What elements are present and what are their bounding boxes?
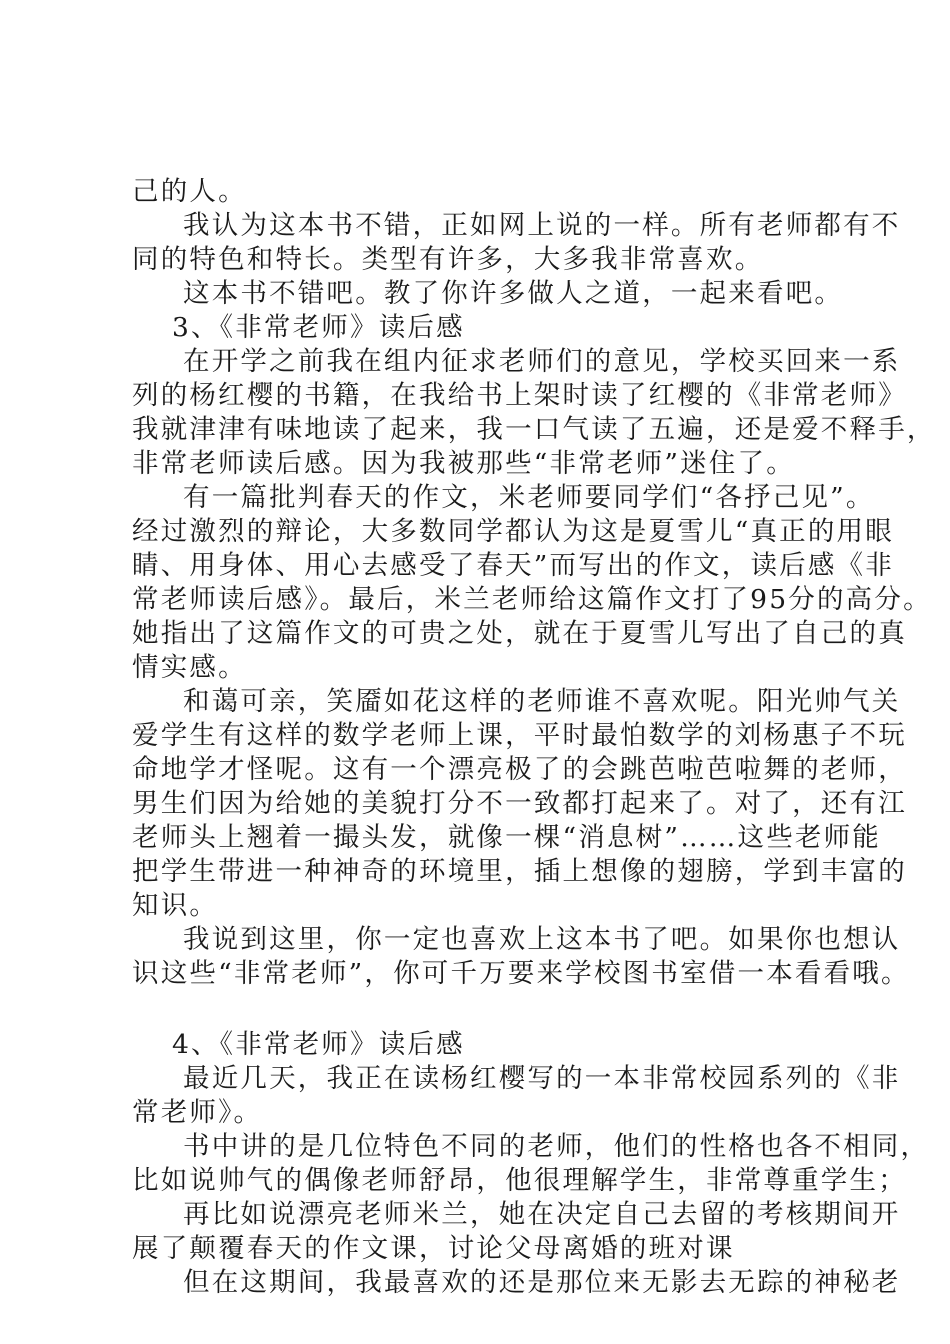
text-line: 常老师》。 (132, 1097, 263, 1128)
text-line: 命地学才怪呢。这有一个漂亮极了的会跳芭啦芭啦舞的老师， (132, 754, 907, 785)
text-line: 同的特色和特长。类型有许多，大多我非常喜欢。 (132, 244, 764, 275)
text-line: 经过激烈的辩论，大多数同学都认为这是夏雪儿“真正的用眼 (132, 516, 894, 547)
section-heading: 3、《非常老师》读后感 (172, 312, 465, 343)
text-line: 最近几天，我正在读杨红樱写的一本非常校园系列的《非 (183, 1063, 901, 1094)
section-heading: 4、《非常老师》读后感 (172, 1029, 465, 1060)
text-line: 常老师读后感》。最后，米兰老师给这篇作文打了95分的高分。 (132, 584, 932, 615)
text-line: 识这些“非常老师”，你可千万要来学校图书室借一本看看哦。 (132, 958, 910, 989)
text-line: 我就津津有味地读了起来，我一口气读了五遍，还是爱不释手， (132, 414, 936, 445)
text-line: 列的杨红樱的书籍，在我给书上架时读了红樱的《非常老师》 (132, 380, 907, 411)
text-line: 知识。 (132, 890, 219, 921)
text-line: 展了颠覆春天的作文课，讨论父母离婚的班对课 (132, 1233, 735, 1264)
text-line: 己的人。 (132, 176, 247, 207)
text-line: 和蔼可亲，笑靥如花这样的老师谁不喜欢呢。阳光帅气关 (183, 686, 901, 717)
text-line: 把学生带进一种神奇的环境里，插上想像的翅膀，学到丰富的 (132, 856, 907, 887)
text-line: 比如说帅气的偶像老师舒昂，他很理解学生，非常尊重学生； (132, 1165, 907, 1196)
text-line: 我认为这本书不错，正如网上说的一样。所有老师都有不 (183, 210, 901, 241)
text-line: 我说到这里，你一定也喜欢上这本书了吧。如果你也想认 (183, 924, 901, 955)
text-line: 有一篇批判春天的作文，米老师要同学们“各抒己见”。 (183, 482, 875, 513)
text-line: 但在这期间，我最喜欢的还是那位来无影去无踪的神秘老 (183, 1267, 901, 1298)
text-line: 爱学生有这样的数学老师上课，平时最怕数学的刘杨惠子不玩 (132, 720, 907, 751)
text-line: 睛、用身体、用心去感受了春天”而写出的作文，读后感《非 (132, 550, 894, 581)
text-line: 情实感。 (132, 652, 247, 683)
text-line: 她指出了这篇作文的可贵之处，就在于夏雪儿写出了自己的真 (132, 618, 907, 649)
text-line: 男生们因为给她的美貌打分不一致都打起来了。对了，还有江 (132, 788, 907, 819)
text-line: 老师头上翘着一撮头发，就像一棵“消息树”……这些老师能 (132, 822, 881, 853)
text-line: 再比如说漂亮老师米兰，她在决定自己去留的考核期间开 (183, 1199, 901, 1230)
text-line: 非常老师读后感。因为我被那些“非常老师”迷住了。 (132, 448, 795, 479)
text-line: 在开学之前我在组内征求老师们的意见，学校买回来一系 (183, 346, 901, 377)
text-line: 书中讲的是几位特色不同的老师，他们的性格也各不相同， (183, 1131, 930, 1162)
text-line: 这本书不错吧。教了你许多做人之道，一起来看吧。 (183, 278, 844, 309)
